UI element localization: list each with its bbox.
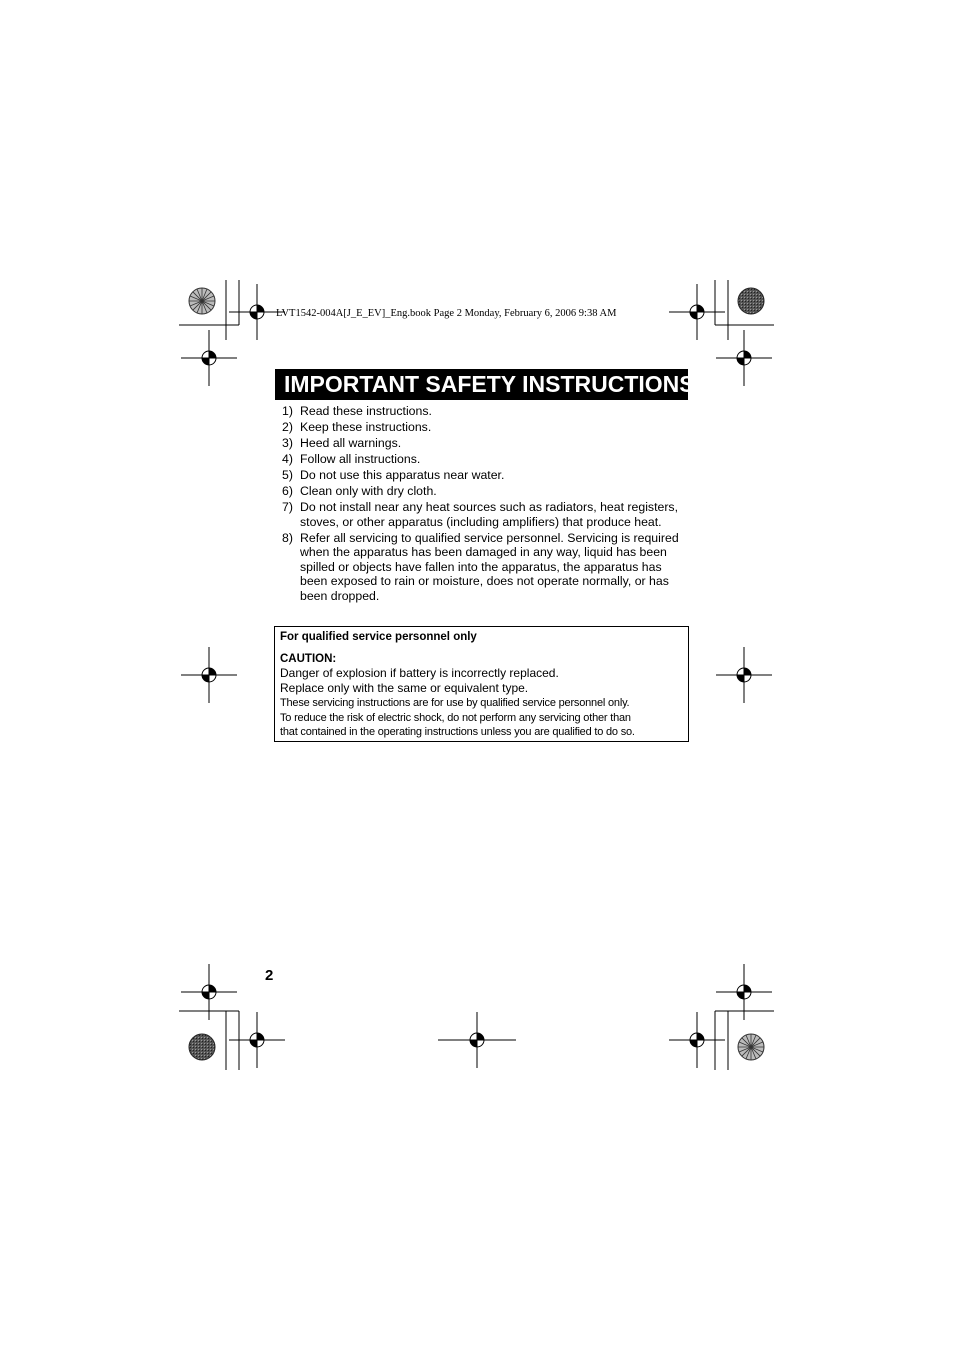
color-target-icon <box>189 1034 215 1060</box>
color-target-icon <box>738 288 764 314</box>
notice-line: Danger of explosion if battery is incorrectly replaced. <box>280 666 559 680</box>
registration-mark-icon <box>181 647 237 703</box>
service-notice-box <box>274 626 689 742</box>
list-item: 5) Do not use this apparatus near water. <box>282 468 505 482</box>
registration-mark-icon <box>181 964 237 1020</box>
list-item: 2) Keep these instructions. <box>282 420 432 434</box>
registration-mark-icon <box>716 964 772 1020</box>
notice-small-line: To reduce the risk of electric shock, do not perform any servicing other than <box>280 711 631 724</box>
registration-mark-icon <box>716 647 772 703</box>
registration-mark-icon <box>716 330 772 386</box>
list-item: 7) Do not install near any heat sources such as radiators, heat registers, stoves, or other apparatus (including amplifiers) that produce heat. <box>282 500 678 529</box>
list-item: 3) Heed all warnings. <box>282 436 402 450</box>
color-target-icon <box>738 1034 764 1060</box>
list-item: 4) Follow all instructions. <box>282 452 421 466</box>
page-title: IMPORTANT SAFETY INSTRUCTIONS <box>275 369 688 400</box>
print-slug: LVT1542-004A[J_E_EV]_Eng.book Page 2 Monday, February 6, 2006 9:38 AM <box>276 308 617 319</box>
notice-heading: For qualified service personnel only <box>280 631 477 643</box>
registration-mark-icon <box>669 1012 725 1068</box>
notice-small-line: These servicing instructions are for use by qualified service personnel only. <box>280 697 630 709</box>
list-item: 6) Clean only with dry cloth. <box>282 484 437 498</box>
notice-line: Replace only with the same or equivalent type. <box>280 681 529 695</box>
caution-label: CAUTION: <box>280 653 337 665</box>
color-target-icon <box>189 288 215 314</box>
instruction-list <box>282 404 692 605</box>
registration-mark-icon <box>181 330 237 386</box>
registration-mark-icon <box>669 284 725 340</box>
notice-small-line: that contained in the operating instructions unless you are qualified to do so. <box>280 726 635 738</box>
list-item: 1) Read these instructions. <box>282 404 432 418</box>
registration-mark-icon <box>229 1012 285 1068</box>
page-number: 2 <box>265 967 274 984</box>
list-item: 8) Refer all servicing to qualified service personnel. Servicing is required when the apparatus has been damaged in any way, liquid has been spilled or objects have fallen into the apparatus, the apparatus has been exposed to rain or moisture, does not operate normally, or has been dropped. <box>282 530 679 603</box>
